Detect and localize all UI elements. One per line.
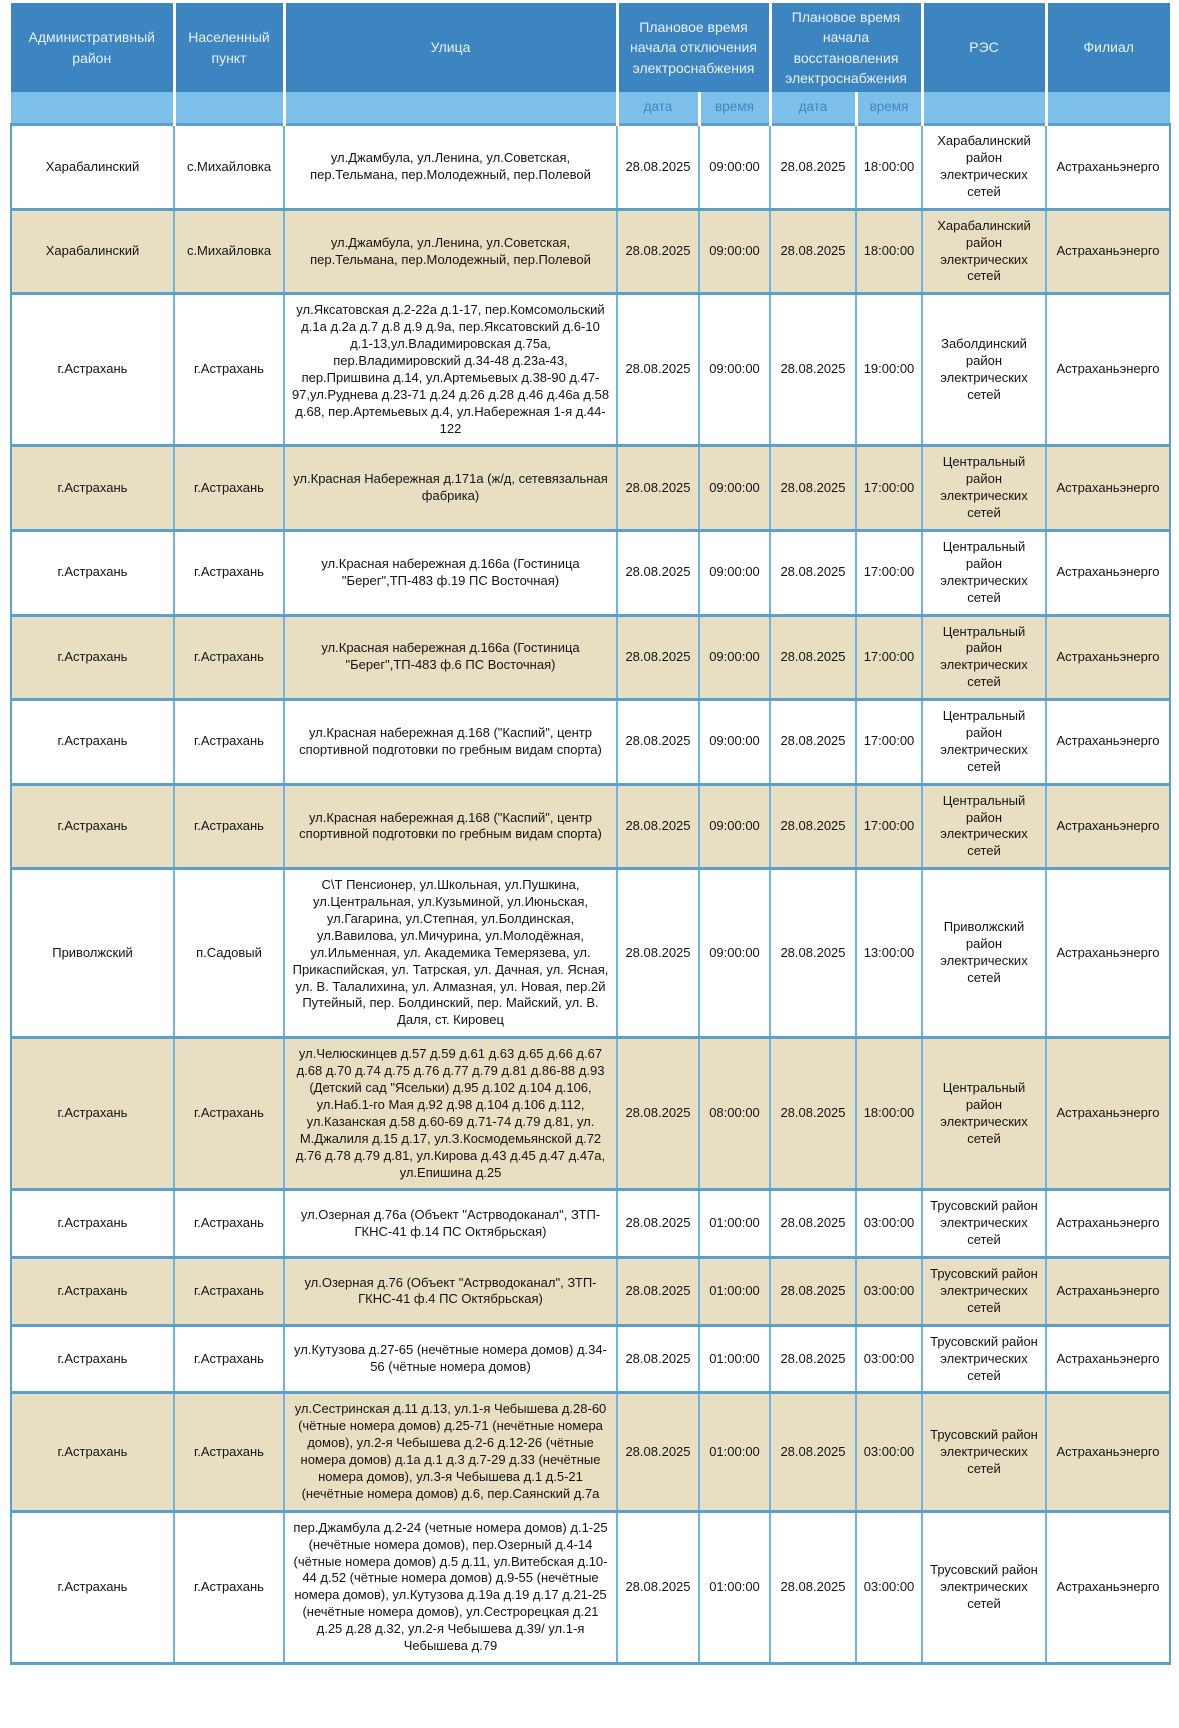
cell-restore-time: 13:00:00: [856, 869, 922, 1038]
cell-branch: Астраханьэнерго: [1046, 446, 1170, 531]
cell-branch: Астраханьэнерго: [1046, 869, 1170, 1038]
cell-branch: Астраханьэнерго: [1046, 1190, 1170, 1258]
cell-restore-date: 28.08.2025: [770, 1325, 856, 1393]
cell-outage-time: 01:00:00: [699, 1190, 770, 1258]
cell-street: ул.Озерная д.76а (Объект "Астрводоканал", ЗТП-ГКНС-41 ф.14 ПС Октябрьская): [284, 1190, 617, 1258]
cell-res: Трусовский район электрических сетей: [922, 1258, 1046, 1326]
cell-outage-date: 28.08.2025: [617, 1393, 699, 1511]
cell-street: ул.Джамбула, ул.Ленина, ул.Советская, пер.Тельмана, пер.Молодежный, пер.Полевой: [284, 125, 617, 210]
cell-restore-time: 03:00:00: [856, 1190, 922, 1258]
cell-res: Приволжский район электрических сетей: [922, 869, 1046, 1038]
cell-street: ул.Красная набережная д.168 ("Каспий", центр спортивной подготовки по гребным видам спорта): [284, 700, 617, 785]
cell-outage-time: 09:00:00: [699, 615, 770, 700]
cell-outage-time: 09:00:00: [699, 700, 770, 785]
cell-settlement: с.Михайловка: [174, 209, 284, 294]
cell-outage-date: 28.08.2025: [617, 531, 699, 616]
cell-restore-time: 17:00:00: [856, 700, 922, 785]
table-row: [11, 784, 1170, 869]
cell-branch: Астраханьэнерго: [1046, 1511, 1170, 1663]
cell-admin-district: г.Астрахань: [11, 1325, 174, 1393]
cell-restore-date: 28.08.2025: [770, 1393, 856, 1511]
cell-restore-date: 28.08.2025: [770, 531, 856, 616]
header-settlement: Населенный пункт: [174, 3, 284, 92]
cell-admin-district: г.Астрахань: [11, 615, 174, 700]
cell-admin-district: г.Астрахань: [11, 784, 174, 869]
cell-outage-date: 28.08.2025: [617, 1038, 699, 1190]
cell-res: Трусовский район электрических сетей: [922, 1190, 1046, 1258]
cell-settlement: г.Астрахань: [174, 1038, 284, 1190]
cell-res: Центральный район электрических сетей: [922, 615, 1046, 700]
subheader-restore-date: дата: [770, 92, 856, 125]
cell-restore-time: 19:00:00: [856, 294, 922, 446]
cell-admin-district: г.Астрахань: [11, 1393, 174, 1511]
cell-settlement: г.Астрахань: [174, 446, 284, 531]
table-row: [11, 1325, 1170, 1393]
cell-admin-district: Харабалинский: [11, 125, 174, 210]
cell-street: ул.Красная набережная д.166а (Гостиница "Берег",ТП-483 ф.6 ПС Восточная): [284, 615, 617, 700]
cell-street: ул.Челюскинцев д.57 д.59 д.61 д.63 д.65 д.66 д.67 д.68 д.70 д.74 д.75 д.76 д.77 д.79 д.81 д.86-88 д.93 (Детский сад "Ясельки) д.95 д.102 д.104 д.106, ул.Наб.1-го Мая д.92 д.98 д.104 д.106 д.112, ул.Казанская д.58 д.60-69 д.71-74 д.79 д.81, ул. М.Джалиля д.15 д.17, ул.З.Космодемьянской д.72 д.76 д.78 д.79 д.81, ул.Кирова д.43 д.45 д.47 д.47а, ул.Епишина д.25: [284, 1038, 617, 1190]
header-row-sub: [11, 92, 1170, 125]
cell-settlement: г.Астрахань: [174, 1393, 284, 1511]
cell-admin-district: г.Астрахань: [11, 1258, 174, 1326]
cell-admin-district: г.Астрахань: [11, 1511, 174, 1663]
cell-restore-time: 18:00:00: [856, 125, 922, 210]
table-row: [11, 1511, 1170, 1663]
cell-street: ул.Кутузова д.27-65 (нечётные номера домов) д.34-56 (чётные номера домов): [284, 1325, 617, 1393]
cell-outage-date: 28.08.2025: [617, 869, 699, 1038]
cell-outage-date: 28.08.2025: [617, 1190, 699, 1258]
cell-outage-time: 08:00:00: [699, 1038, 770, 1190]
cell-outage-time: 01:00:00: [699, 1258, 770, 1326]
table-row: [11, 1393, 1170, 1511]
cell-settlement: г.Астрахань: [174, 1325, 284, 1393]
subheader-empty: [284, 92, 617, 125]
cell-branch: Астраханьэнерго: [1046, 1325, 1170, 1393]
cell-restore-date: 28.08.2025: [770, 294, 856, 446]
cell-branch: Астраханьэнерго: [1046, 125, 1170, 210]
cell-outage-date: 28.08.2025: [617, 784, 699, 869]
cell-res: Заболдинский район электрических сетей: [922, 294, 1046, 446]
cell-settlement: г.Астрахань: [174, 294, 284, 446]
cell-outage-date: 28.08.2025: [617, 294, 699, 446]
table-header: [11, 3, 1170, 125]
cell-admin-district: Приволжский: [11, 869, 174, 1038]
cell-restore-date: 28.08.2025: [770, 615, 856, 700]
cell-outage-time: 09:00:00: [699, 784, 770, 869]
cell-res: Харабалинский район электрических сетей: [922, 209, 1046, 294]
cell-restore-time: 17:00:00: [856, 615, 922, 700]
cell-res: Трусовский район электрических сетей: [922, 1511, 1046, 1663]
table-row: [11, 869, 1170, 1038]
cell-admin-district: г.Астрахань: [11, 294, 174, 446]
header-row-main: [11, 3, 1170, 92]
header-restore-group: Плановое время начала восстановления электроснабжения: [770, 3, 922, 92]
header-outage-group: Плановое время начала отключения электроснабжения: [617, 3, 770, 92]
cell-admin-district: Харабалинский: [11, 209, 174, 294]
cell-outage-time: 09:00:00: [699, 209, 770, 294]
header-street: Улица: [284, 3, 617, 92]
cell-res: Центральный район электрических сетей: [922, 446, 1046, 531]
cell-outage-date: 28.08.2025: [617, 125, 699, 210]
subheader-empty: [922, 92, 1046, 125]
cell-restore-date: 28.08.2025: [770, 869, 856, 1038]
table-row: [11, 531, 1170, 616]
cell-restore-date: 28.08.2025: [770, 209, 856, 294]
header-branch: Филиал: [1046, 3, 1170, 92]
cell-outage-time: 09:00:00: [699, 294, 770, 446]
cell-admin-district: г.Астрахань: [11, 446, 174, 531]
cell-street: пер.Джамбула д.2-24 (четные номера домов) д.1-25 (нечётные номера домов), пер.Озерный д.4-14 (чётные номера домов) д.5 д.11, ул.Витебская д.10-44 д.52 (чётные номера домов) д.9-55 (нечётные номера домов), ул.Кутузова д.19а д.19 д.17 д.21-25 (нечётные номера домов), ул.Сестрорецкая д.21 д.25 д.28 д.32, ул.2-я Чебышева д.39/ ул.1-я Чебышева д.79: [284, 1511, 617, 1663]
cell-restore-date: 28.08.2025: [770, 784, 856, 869]
cell-settlement: г.Астрахань: [174, 1258, 284, 1326]
cell-outage-date: 28.08.2025: [617, 1511, 699, 1663]
cell-street: ул.Озерная д.76 (Объект "Астрводоканал", ЗТП-ГКНС-41 ф.4 ПС Октябрьская): [284, 1258, 617, 1326]
cell-admin-district: г.Астрахань: [11, 1038, 174, 1190]
cell-restore-date: 28.08.2025: [770, 700, 856, 785]
cell-outage-time: 01:00:00: [699, 1325, 770, 1393]
cell-settlement: г.Астрахань: [174, 531, 284, 616]
cell-street: ул.Яксатовская д.2-22а д.1-17, пер.Комсомольский д.1а д.2а д.7 д.8 д.9 д.9а, пер.Яксатовский д.6-10 д.1-13,ул.Владимировская д.75а, пер.Владимировский д.34-48 д.23а-43, пер.Пришвина д.14, ул.Артемьевых д.38-90 д.47-97,ул.Руднева д.23-71 д.24 д.26 д.28 д.46 д.46а д.58 д.68, пер.Артемьевых д.4, ул.Набережная 1-я д.44-122: [284, 294, 617, 446]
table-row: [11, 615, 1170, 700]
cell-restore-date: 28.08.2025: [770, 446, 856, 531]
cell-settlement: п.Садовый: [174, 869, 284, 1038]
cell-restore-date: 28.08.2025: [770, 1038, 856, 1190]
cell-branch: Астраханьэнерго: [1046, 615, 1170, 700]
table-row: [11, 1258, 1170, 1326]
subheader-empty: [11, 92, 174, 125]
table-row: [11, 700, 1170, 785]
cell-restore-time: 03:00:00: [856, 1325, 922, 1393]
header-res: РЭС: [922, 3, 1046, 92]
table-row: [11, 446, 1170, 531]
subheader-restore-time: время: [856, 92, 922, 125]
table-row: [11, 294, 1170, 446]
cell-settlement: г.Астрахань: [174, 784, 284, 869]
cell-branch: Астраханьэнерго: [1046, 1393, 1170, 1511]
cell-outage-time: 09:00:00: [699, 869, 770, 1038]
cell-restore-date: 28.08.2025: [770, 1511, 856, 1663]
cell-res: Трусовский район электрических сетей: [922, 1393, 1046, 1511]
cell-restore-time: 17:00:00: [856, 531, 922, 616]
cell-branch: Астраханьэнерго: [1046, 1258, 1170, 1326]
cell-res: Трусовский район электрических сетей: [922, 1325, 1046, 1393]
cell-outage-date: 28.08.2025: [617, 209, 699, 294]
cell-res: Центральный район электрических сетей: [922, 700, 1046, 785]
cell-admin-district: г.Астрахань: [11, 531, 174, 616]
cell-street: ул.Джамбула, ул.Ленина, ул.Советская, пер.Тельмана, пер.Молодежный, пер.Полевой: [284, 209, 617, 294]
cell-admin-district: г.Астрахань: [11, 1190, 174, 1258]
cell-street: ул.Сестринская д.11 д.13, ул.1-я Чебышева д.28-60 (чётные номера домов) д.25-71 (нечётные номера домов), ул.2-я Чебышева д.2-6 д.12-26 (чётные номера домов) д.1а д.1 д.3 д.7-29 д.33 (нечётные номера домов), ул.3-я Чебышева д.1 д.5-21 (нечётные номера домов) д.6, пер.Саянский д.7а: [284, 1393, 617, 1511]
cell-street: ул.Красная набережная д.168 ("Каспий", центр спортивной подготовки по гребным видам спорта): [284, 784, 617, 869]
cell-street: С\Т Пенсионер, ул.Школьная, ул.Пушкина, ул.Центральная, ул.Кузьминой, ул.Июньская, ул.Гагарина, ул.Степная, ул.Болдинская, ул.Вавилова, ул.Мичурина, ул.Молодёжная, ул.Ильменная, ул. Академика Темерязева, ул. Прикаспийская, ул. Татрская, ул. Дачная, ул. Ясная, ул. В. Талалихина, ул. Алмазная, ул. Новая, пер.2й Путейный, пер. Болдинский, пер. Майский, ул. В. Даля, ст. Кировец: [284, 869, 617, 1038]
cell-branch: Астраханьэнерго: [1046, 294, 1170, 446]
cell-restore-date: 28.08.2025: [770, 1258, 856, 1326]
table-row: [11, 209, 1170, 294]
cell-outage-date: 28.08.2025: [617, 1325, 699, 1393]
cell-outage-date: 28.08.2025: [617, 446, 699, 531]
cell-restore-time: 17:00:00: [856, 446, 922, 531]
cell-restore-date: 28.08.2025: [770, 1190, 856, 1258]
cell-res: Центральный район электрических сетей: [922, 784, 1046, 869]
table-row: [11, 1190, 1170, 1258]
cell-restore-time: 18:00:00: [856, 1038, 922, 1190]
cell-res: Центральный район электрических сетей: [922, 1038, 1046, 1190]
cell-restore-time: 17:00:00: [856, 784, 922, 869]
cell-settlement: г.Астрахань: [174, 700, 284, 785]
cell-restore-time: 03:00:00: [856, 1511, 922, 1663]
subheader-empty: [174, 92, 284, 125]
cell-outage-date: 28.08.2025: [617, 615, 699, 700]
outage-table-body: [11, 125, 1170, 1664]
cell-outage-date: 28.08.2025: [617, 1258, 699, 1326]
outage-table: [10, 3, 1171, 1665]
cell-outage-time: 09:00:00: [699, 531, 770, 616]
cell-settlement: г.Астрахань: [174, 1511, 284, 1663]
cell-outage-time: 01:00:00: [699, 1393, 770, 1511]
cell-outage-time: 09:00:00: [699, 125, 770, 210]
cell-outage-time: 01:00:00: [699, 1511, 770, 1663]
subheader-outage-date: дата: [617, 92, 699, 125]
cell-res: Центральный район электрических сетей: [922, 531, 1046, 616]
cell-outage-time: 09:00:00: [699, 446, 770, 531]
subheader-empty: [1046, 92, 1170, 125]
cell-admin-district: г.Астрахань: [11, 700, 174, 785]
cell-branch: Астраханьэнерго: [1046, 700, 1170, 785]
cell-restore-time: 03:00:00: [856, 1393, 922, 1511]
cell-branch: Астраханьэнерго: [1046, 531, 1170, 616]
cell-branch: Астраханьэнерго: [1046, 1038, 1170, 1190]
cell-res: Харабалинский район электрических сетей: [922, 125, 1046, 210]
cell-settlement: г.Астрахань: [174, 1190, 284, 1258]
cell-branch: Астраханьэнерго: [1046, 209, 1170, 294]
cell-restore-date: 28.08.2025: [770, 125, 856, 210]
cell-outage-date: 28.08.2025: [617, 700, 699, 785]
header-admin-district: Административный район: [11, 3, 174, 92]
table-row: [11, 125, 1170, 210]
subheader-outage-time: время: [699, 92, 770, 125]
table-row: [11, 1038, 1170, 1190]
cell-settlement: с.Михайловка: [174, 125, 284, 210]
cell-restore-time: 18:00:00: [856, 209, 922, 294]
cell-restore-time: 03:00:00: [856, 1258, 922, 1326]
cell-settlement: г.Астрахань: [174, 615, 284, 700]
cell-street: ул.Красная Набережная д.171а (ж/д, сетевязальная фабрика): [284, 446, 617, 531]
cell-branch: Астраханьэнерго: [1046, 784, 1170, 869]
cell-street: ул.Красная набережная д.166а (Гостиница "Берег",ТП-483 ф.19 ПС Восточная): [284, 531, 617, 616]
